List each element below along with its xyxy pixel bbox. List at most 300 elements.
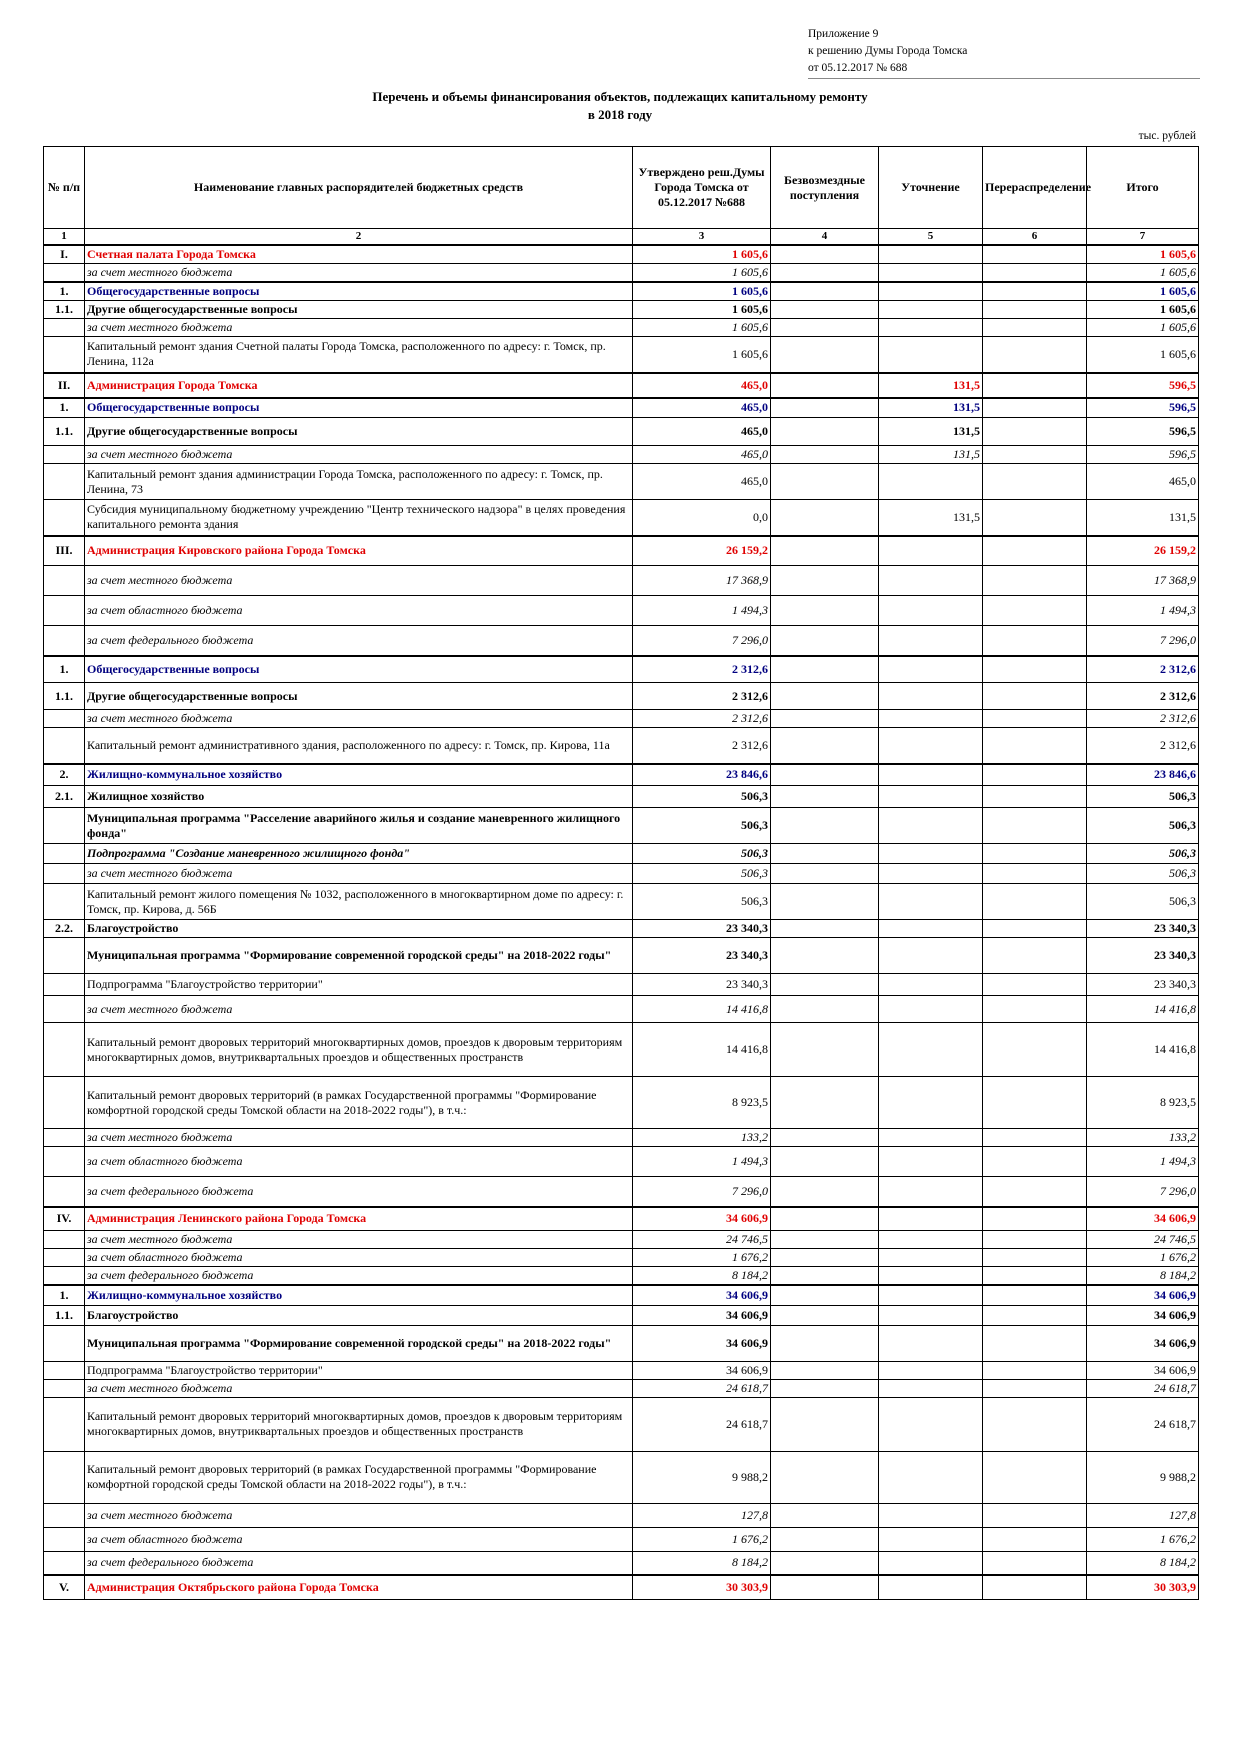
row-num (44, 566, 85, 596)
row-gratuitous (771, 1077, 879, 1129)
row-clarification (879, 1379, 983, 1397)
table-row (44, 282, 1199, 301)
row-num (44, 1023, 85, 1077)
row-clarification (879, 728, 983, 764)
table-row (44, 1305, 1199, 1325)
row-total: 465,0 (1087, 464, 1199, 500)
table-row (44, 938, 1199, 974)
row-clarification (879, 938, 983, 974)
row-approved: 506,3 (633, 864, 771, 884)
row-clarification (879, 920, 983, 938)
row-clarification (879, 1147, 983, 1177)
row-clarification (879, 245, 983, 264)
table-row (44, 626, 1199, 656)
header-clarification: Уточнение (879, 147, 983, 229)
table-row (44, 1379, 1199, 1397)
row-total: 23 340,3 (1087, 974, 1199, 996)
row-redistribution (983, 996, 1087, 1023)
row-gratuitous (771, 337, 879, 373)
row-gratuitous (771, 418, 879, 446)
table-row (44, 920, 1199, 938)
row-gratuitous (771, 728, 879, 764)
row-redistribution (983, 656, 1087, 683)
row-clarification (879, 1325, 983, 1361)
row-clarification (879, 1451, 983, 1503)
row-clarification (879, 1267, 983, 1286)
row-name: Общегосударственные вопросы (85, 398, 633, 418)
appendix-line-1: Приложение 9 (808, 28, 879, 40)
row-clarification (879, 1503, 983, 1527)
row-gratuitous (771, 500, 879, 536)
row-redistribution (983, 1207, 1087, 1231)
row-approved: 23 340,3 (633, 938, 771, 974)
row-name: за счет местного бюджета (85, 264, 633, 283)
row-gratuitous (771, 264, 879, 283)
row-gratuitous (771, 1023, 879, 1077)
table-row (44, 1207, 1199, 1231)
row-approved: 465,0 (633, 464, 771, 500)
table-row (44, 1147, 1199, 1177)
row-num: 1.1. (44, 683, 85, 710)
row-clarification (879, 884, 983, 920)
row-num (44, 1551, 85, 1575)
row-total: 34 606,9 (1087, 1325, 1199, 1361)
row-total: 34 606,9 (1087, 1207, 1199, 1231)
row-clarification (879, 626, 983, 656)
row-total: 34 606,9 (1087, 1305, 1199, 1325)
table-row (44, 656, 1199, 683)
row-gratuitous (771, 464, 879, 500)
row-redistribution (983, 1451, 1087, 1503)
row-num: 1. (44, 656, 85, 683)
row-clarification (879, 536, 983, 566)
col-number-1: 1 (44, 229, 85, 246)
row-total: 23 846,6 (1087, 764, 1199, 786)
row-clarification (879, 566, 983, 596)
table-row (44, 764, 1199, 786)
col-number-4: 4 (771, 229, 879, 246)
row-redistribution (983, 1129, 1087, 1147)
table-row (44, 1285, 1199, 1305)
row-approved: 26 159,2 (633, 536, 771, 566)
row-num: II. (44, 373, 85, 398)
row-name: Капитальный ремонт дворовых территорий многоквартирных домов, проездов к дворовым территориям многоквартирных домов, внутриквартальных проездов и общественных пространств (85, 1023, 633, 1077)
row-approved: 7 296,0 (633, 626, 771, 656)
row-num (44, 1177, 85, 1207)
row-name: Субсидия муниципальному бюджетному учреждению "Центр технического надзора" в целях проведения капитального ремонта здания (85, 500, 633, 536)
row-approved: 506,3 (633, 786, 771, 808)
row-name: за счет местного бюджета (85, 996, 633, 1023)
row-total: 23 340,3 (1087, 920, 1199, 938)
row-approved: 23 340,3 (633, 974, 771, 996)
row-gratuitous (771, 844, 879, 864)
row-name: Капитальный ремонт дворовых территорий (в рамках Государственной программы "Формирование комфортной городской среды Томской области на 2018-2022 годы"), в т.ч.: (85, 1451, 633, 1503)
row-total: 7 296,0 (1087, 626, 1199, 656)
row-num: 1.1. (44, 301, 85, 319)
row-gratuitous (771, 710, 879, 728)
row-total: 2 312,6 (1087, 710, 1199, 728)
row-num (44, 1451, 85, 1503)
row-gratuitous (771, 1527, 879, 1551)
table-row (44, 1129, 1199, 1147)
row-name: Общегосударственные вопросы (85, 656, 633, 683)
row-gratuitous (771, 446, 879, 464)
row-redistribution (983, 1249, 1087, 1267)
row-name: Администрация Кировского района Города Томска (85, 536, 633, 566)
row-num (44, 319, 85, 337)
row-clarification (879, 808, 983, 844)
row-approved: 1 605,6 (633, 337, 771, 373)
row-num: 1. (44, 1285, 85, 1305)
row-total: 131,5 (1087, 500, 1199, 536)
row-clarification (879, 1527, 983, 1551)
row-num: IV. (44, 1207, 85, 1231)
row-redistribution (983, 1147, 1087, 1177)
row-total: 506,3 (1087, 808, 1199, 844)
row-approved: 1 676,2 (633, 1249, 771, 1267)
row-name: Муниципальная программа "Формирование современной городской среды" на 2018-2022 годы" (85, 938, 633, 974)
row-clarification (879, 1023, 983, 1077)
table-row (44, 1023, 1199, 1077)
header-total: Итого (1087, 147, 1199, 229)
col-number-7: 7 (1087, 229, 1199, 246)
row-clarification (879, 1077, 983, 1129)
row-redistribution (983, 938, 1087, 974)
header-gratuitous: Безвозмездные поступления (771, 147, 879, 229)
row-name: за счет местного бюджета (85, 864, 633, 884)
row-name: Капитальный ремонт здания администрации Города Томска, расположенного по адресу: г. Томск, пр. Ленина, 73 (85, 464, 633, 500)
table-row (44, 398, 1199, 418)
row-total: 9 988,2 (1087, 1451, 1199, 1503)
row-gratuitous (771, 245, 879, 264)
table-row (44, 301, 1199, 319)
row-redistribution (983, 844, 1087, 864)
row-clarification: 131,5 (879, 373, 983, 398)
col-number-6: 6 (983, 229, 1087, 246)
row-clarification (879, 1177, 983, 1207)
row-clarification (879, 1129, 983, 1147)
row-total: 1 605,6 (1087, 301, 1199, 319)
row-gratuitous (771, 974, 879, 996)
row-total: 506,3 (1087, 864, 1199, 884)
row-redistribution (983, 808, 1087, 844)
row-redistribution (983, 1379, 1087, 1397)
row-name: за счет федерального бюджета (85, 626, 633, 656)
row-approved: 1 676,2 (633, 1527, 771, 1551)
row-name: за счет местного бюджета (85, 566, 633, 596)
row-total: 14 416,8 (1087, 996, 1199, 1023)
row-approved: 2 312,6 (633, 728, 771, 764)
row-redistribution (983, 1285, 1087, 1305)
row-name: Подпрограмма "Благоустройство территории" (85, 974, 633, 996)
row-redistribution (983, 1177, 1087, 1207)
title-line-1: Перечень и объемы финансирования объектов, подлежащих капитальному ремонту (372, 89, 868, 104)
row-gratuitous (771, 808, 879, 844)
row-num (44, 264, 85, 283)
row-num (44, 938, 85, 974)
row-gratuitous (771, 1361, 879, 1379)
row-approved: 14 416,8 (633, 996, 771, 1023)
row-redistribution (983, 245, 1087, 264)
row-num (44, 1077, 85, 1129)
row-redistribution (983, 974, 1087, 996)
table-row (44, 596, 1199, 626)
row-num (44, 596, 85, 626)
row-num (44, 808, 85, 844)
row-approved: 24 618,7 (633, 1379, 771, 1397)
row-total: 596,5 (1087, 446, 1199, 464)
row-redistribution (983, 1231, 1087, 1249)
row-approved: 24 618,7 (633, 1397, 771, 1451)
row-approved: 34 606,9 (633, 1285, 771, 1305)
row-total: 1 494,3 (1087, 596, 1199, 626)
row-num (44, 844, 85, 864)
col-number-3: 3 (633, 229, 771, 246)
row-approved: 8 184,2 (633, 1551, 771, 1575)
row-redistribution (983, 1575, 1087, 1599)
table-row (44, 264, 1199, 283)
row-approved: 14 416,8 (633, 1023, 771, 1077)
row-total: 8 184,2 (1087, 1267, 1199, 1286)
row-clarification: 131,5 (879, 500, 983, 536)
row-approved: 133,2 (633, 1129, 771, 1147)
row-redistribution (983, 536, 1087, 566)
table-row (44, 1361, 1199, 1379)
row-num: 2.1. (44, 786, 85, 808)
row-approved: 24 746,5 (633, 1231, 771, 1249)
row-num (44, 996, 85, 1023)
table-row (44, 1077, 1199, 1129)
row-total: 8 184,2 (1087, 1551, 1199, 1575)
table-row (44, 1177, 1199, 1207)
row-total: 7 296,0 (1087, 1177, 1199, 1207)
row-approved: 34 606,9 (633, 1207, 771, 1231)
row-total: 133,2 (1087, 1129, 1199, 1147)
row-redistribution (983, 418, 1087, 446)
row-num: 1.1. (44, 1305, 85, 1325)
table-row (44, 844, 1199, 864)
row-total: 23 340,3 (1087, 938, 1199, 974)
row-clarification (879, 1551, 983, 1575)
title-line-2: в 2018 году (587, 107, 653, 122)
row-total: 1 494,3 (1087, 1147, 1199, 1177)
row-redistribution (983, 1527, 1087, 1551)
row-name: Капитальный ремонт дворовых территорий (в рамках Государственной программы "Формирование комфортной городской среды Томской области на 2018-2022 годы"), в т.ч.: (85, 1077, 633, 1129)
appendix-divider (808, 78, 1200, 79)
row-approved: 1 605,6 (633, 245, 771, 264)
row-clarification (879, 1305, 983, 1325)
table-row (44, 884, 1199, 920)
row-approved: 506,3 (633, 844, 771, 864)
document-title (40, 88, 1200, 124)
units-label: тыс. рублей (1138, 130, 1196, 142)
row-num: 1. (44, 398, 85, 418)
row-total: 506,3 (1087, 786, 1199, 808)
row-name: Счетная палата Города Томска (85, 245, 633, 264)
row-redistribution (983, 1503, 1087, 1527)
table-header-row (44, 147, 1199, 229)
row-clarification (879, 1575, 983, 1599)
appendix-line-2: к решению Думы Города Томска (808, 45, 968, 57)
row-approved: 23 846,6 (633, 764, 771, 786)
table-row (44, 1551, 1199, 1575)
row-gratuitous (771, 1231, 879, 1249)
row-approved: 34 606,9 (633, 1305, 771, 1325)
row-total: 2 312,6 (1087, 656, 1199, 683)
row-clarification (879, 319, 983, 337)
table-row (44, 337, 1199, 373)
row-gratuitous (771, 566, 879, 596)
row-clarification (879, 264, 983, 283)
row-num: 2. (44, 764, 85, 786)
row-clarification (879, 282, 983, 301)
row-name: Администрация Ленинского района Города Томска (85, 1207, 633, 1231)
row-name: за счет областного бюджета (85, 1147, 633, 1177)
row-name: Капитальный ремонт дворовых территорий многоквартирных домов, проездов к дворовым территориям многоквартирных домов, внутриквартальных проездов и общественных пространств (85, 1397, 633, 1451)
row-name: за счет местного бюджета (85, 1231, 633, 1249)
row-total: 17 368,9 (1087, 566, 1199, 596)
row-approved: 2 312,6 (633, 683, 771, 710)
table-row (44, 373, 1199, 398)
row-approved: 465,0 (633, 418, 771, 446)
row-gratuitous (771, 1267, 879, 1286)
row-gratuitous (771, 1575, 879, 1599)
row-clarification (879, 764, 983, 786)
row-total: 34 606,9 (1087, 1361, 1199, 1379)
row-approved: 465,0 (633, 398, 771, 418)
row-approved: 1 605,6 (633, 319, 771, 337)
row-gratuitous (771, 938, 879, 974)
row-name: за счет федерального бюджета (85, 1267, 633, 1286)
col-number-2: 2 (85, 229, 633, 246)
row-num (44, 728, 85, 764)
row-redistribution (983, 1267, 1087, 1286)
table-row (44, 446, 1199, 464)
row-clarification: 131,5 (879, 398, 983, 418)
row-clarification (879, 786, 983, 808)
row-name: за счет областного бюджета (85, 1249, 633, 1267)
row-name: за счет местного бюджета (85, 1503, 633, 1527)
row-gratuitous (771, 884, 879, 920)
row-clarification (879, 683, 983, 710)
row-name: Капитальный ремонт административного здания, расположенного по адресу: г. Томск, пр. Кирова, 11а (85, 728, 633, 764)
row-num (44, 1379, 85, 1397)
row-gratuitous (771, 1249, 879, 1267)
table-row (44, 864, 1199, 884)
row-approved: 0,0 (633, 500, 771, 536)
row-num (44, 446, 85, 464)
row-name: за счет местного бюджета (85, 319, 633, 337)
row-clarification (879, 1249, 983, 1267)
row-clarification (879, 1361, 983, 1379)
row-total: 2 312,6 (1087, 728, 1199, 764)
row-clarification: 131,5 (879, 418, 983, 446)
row-gratuitous (771, 1129, 879, 1147)
row-num (44, 1249, 85, 1267)
row-gratuitous (771, 920, 879, 938)
table-row (44, 536, 1199, 566)
row-name: за счет местного бюджета (85, 1129, 633, 1147)
row-gratuitous (771, 398, 879, 418)
row-gratuitous (771, 319, 879, 337)
row-clarification: 131,5 (879, 446, 983, 464)
row-name: Другие общегосударственные вопросы (85, 418, 633, 446)
row-num (44, 1267, 85, 1286)
row-num (44, 1361, 85, 1379)
table-row (44, 1249, 1199, 1267)
table-row (44, 245, 1199, 264)
row-name: Другие общегосударственные вопросы (85, 683, 633, 710)
row-num (44, 1129, 85, 1147)
row-total: 596,5 (1087, 418, 1199, 446)
row-total: 24 746,5 (1087, 1231, 1199, 1249)
row-clarification (879, 337, 983, 373)
row-redistribution (983, 1325, 1087, 1361)
row-redistribution (983, 920, 1087, 938)
row-redistribution (983, 566, 1087, 596)
row-approved: 2 312,6 (633, 656, 771, 683)
row-name: Муниципальная программа "Расселение аварийного жилья и создание маневренного жилищного фонда" (85, 808, 633, 844)
row-redistribution (983, 764, 1087, 786)
table-row (44, 1267, 1199, 1286)
row-approved: 1 494,3 (633, 1147, 771, 1177)
table-row (44, 728, 1199, 764)
row-clarification (879, 464, 983, 500)
row-total: 14 416,8 (1087, 1023, 1199, 1077)
row-clarification (879, 1207, 983, 1231)
row-redistribution (983, 884, 1087, 920)
row-name: Капитальный ремонт здания Счетной палаты Города Томска, расположенного по адресу: г. Томск, пр. Ленина, 112а (85, 337, 633, 373)
row-name: Благоустройство (85, 1305, 633, 1325)
row-name: Благоустройство (85, 920, 633, 938)
table-row (44, 1325, 1199, 1361)
header-num: № п/п (44, 147, 85, 229)
row-num (44, 1231, 85, 1249)
row-total: 30 303,9 (1087, 1575, 1199, 1599)
row-redistribution (983, 1305, 1087, 1325)
table-row (44, 1527, 1199, 1551)
row-approved: 17 368,9 (633, 566, 771, 596)
row-redistribution (983, 728, 1087, 764)
row-num (44, 1503, 85, 1527)
row-num: V. (44, 1575, 85, 1599)
row-gratuitous (771, 996, 879, 1023)
row-total: 34 606,9 (1087, 1285, 1199, 1305)
row-redistribution (983, 337, 1087, 373)
table-row (44, 418, 1199, 446)
row-clarification (879, 844, 983, 864)
row-redistribution (983, 626, 1087, 656)
row-gratuitous (771, 301, 879, 319)
table-row (44, 464, 1199, 500)
row-gratuitous (771, 786, 879, 808)
row-redistribution (983, 264, 1087, 283)
table-row (44, 974, 1199, 996)
row-clarification (879, 301, 983, 319)
row-redistribution (983, 864, 1087, 884)
row-total: 2 312,6 (1087, 683, 1199, 710)
row-name: за счет местного бюджета (85, 1379, 633, 1397)
row-total: 24 618,7 (1087, 1379, 1199, 1397)
row-gratuitous (771, 683, 879, 710)
row-gratuitous (771, 1285, 879, 1305)
row-gratuitous (771, 596, 879, 626)
row-clarification (879, 996, 983, 1023)
row-redistribution (983, 319, 1087, 337)
row-redistribution (983, 1361, 1087, 1379)
row-clarification (879, 710, 983, 728)
row-redistribution (983, 786, 1087, 808)
